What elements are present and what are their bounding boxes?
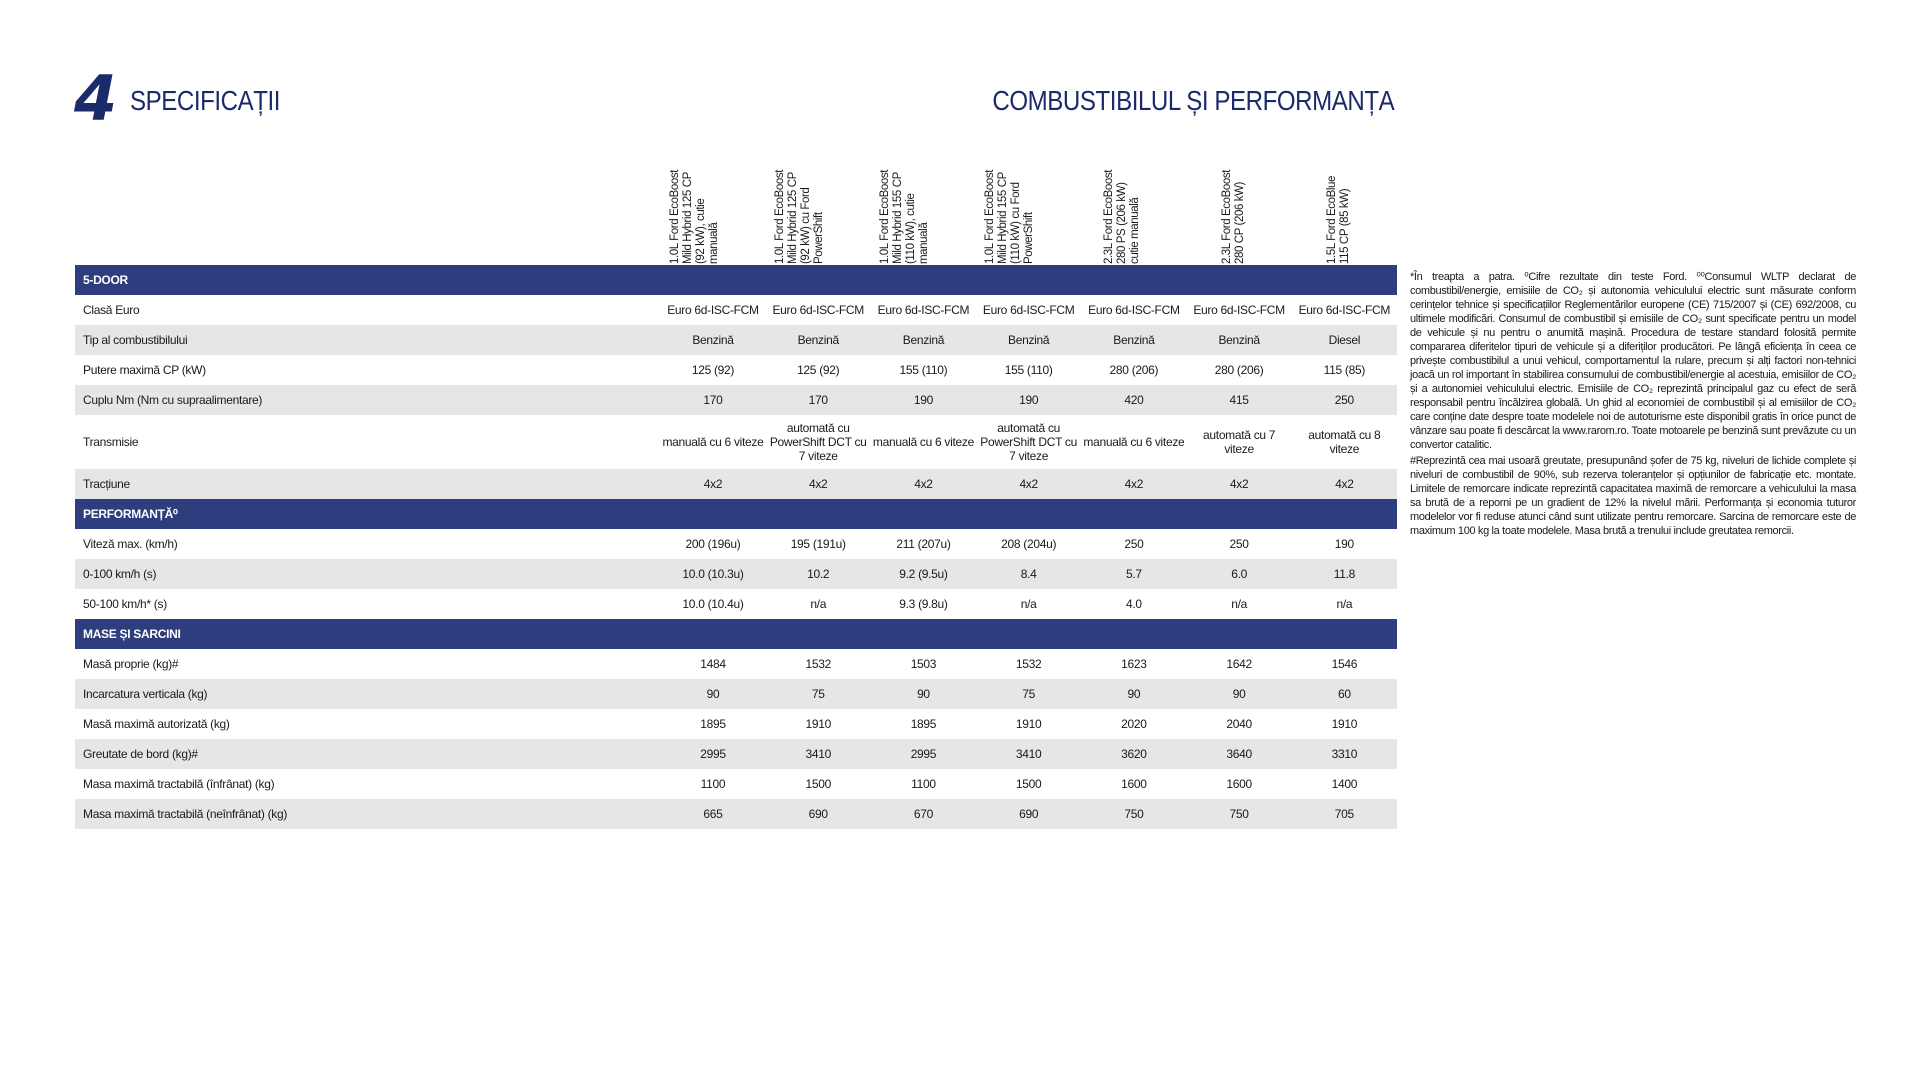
table-cell: n/a	[810, 597, 827, 611]
table-cell: automată cu 8 viteze	[1308, 428, 1381, 456]
table-cell: 190	[1334, 537, 1354, 551]
page-title: COMBUSTIBILUL ȘI PERFORMANȚA	[992, 85, 1394, 116]
column-header-label: 1.5L Ford EcoBlue 115 CP (85 kW)	[1325, 175, 1351, 264]
table-cell: 280 (206)	[1109, 363, 1159, 377]
table-cell: 4x2	[1187, 469, 1292, 499]
table-cell: 125 (92)	[797, 363, 840, 377]
table-row	[75, 799, 1397, 829]
table-row	[75, 559, 1397, 589]
table-cell: Benzină	[976, 325, 1081, 355]
table-cell: 1600	[1226, 777, 1252, 791]
column-header	[1187, 168, 1292, 264]
table-cell: 9.2 (9.5u)	[871, 559, 976, 589]
table-row	[75, 355, 1397, 385]
column-header	[871, 168, 976, 264]
row-label: Transmisie	[83, 435, 139, 449]
table-cell: 1895	[700, 717, 726, 731]
row-label: Incarcatura verticala (kg)	[75, 679, 660, 709]
table-cell: 6.0	[1187, 559, 1292, 589]
table-cell: automată cu PowerShift DCT cu 7 viteze	[980, 421, 1078, 463]
table-cell: 200 (196u)	[685, 537, 741, 551]
column-header	[766, 168, 871, 264]
column-header	[1082, 168, 1187, 264]
table-cell: Diesel	[1292, 325, 1397, 355]
table-cell: 90	[871, 679, 976, 709]
table-cell: 1895	[910, 717, 937, 731]
table-cell: 1546	[1331, 657, 1358, 671]
row-label: Cuplu Nm (Nm cu supraalimentare)	[75, 385, 660, 415]
table-cell: 8.4	[976, 559, 1081, 589]
table-cell: Euro 6d-ISC-FCM	[877, 303, 970, 317]
table-cell: 1910	[805, 717, 831, 731]
section-header-row	[75, 265, 1397, 295]
table-cell: 10.0 (10.4u)	[682, 597, 744, 611]
section-header-row	[75, 499, 1397, 529]
table-cell: Benzină	[1187, 325, 1292, 355]
table-cell: 705	[1292, 799, 1397, 829]
table-cell: 1532	[805, 657, 831, 671]
section-header-row	[75, 619, 1397, 649]
row-label: Viteză max. (km/h)	[83, 537, 178, 551]
table-cell: 250	[1292, 385, 1397, 415]
table-cell: 3310	[1292, 739, 1397, 769]
table-cell: 420	[1081, 385, 1186, 415]
column-header-label: 1.0L Ford EcoBoost Mild Hybrid 125 CP (92 kW), cutie manuală	[669, 169, 720, 264]
table-cell: 208 (204u)	[1001, 537, 1057, 551]
table-row	[75, 589, 1397, 619]
footnotes	[1410, 270, 1856, 540]
table-cell: 2040	[1226, 717, 1252, 731]
table-cell: Benzină	[660, 325, 765, 355]
column-header-label: 1.0L Ford EcoBoost Mild Hybrid 155 CP (110 kW), cutie manuală	[879, 169, 931, 264]
table-cell: 690	[766, 799, 871, 829]
column-header	[661, 168, 766, 264]
table-cell: Benzină	[1081, 325, 1186, 355]
table-cell: 665	[660, 799, 765, 829]
table-cell: 250	[1229, 537, 1249, 551]
table-cell: 115 (85)	[1323, 363, 1366, 377]
table-cell: 155 (110)	[1004, 363, 1053, 377]
column-header	[976, 168, 1081, 264]
table-cell: 190	[871, 385, 976, 415]
table-cell: Euro 6d-ISC-FCM	[982, 303, 1075, 317]
table-cell: 1400	[1331, 777, 1358, 791]
page-number: 4	[74, 62, 116, 135]
table-cell: 90	[1081, 679, 1186, 709]
spec-table	[75, 265, 1397, 829]
table-cell: 10.0 (10.3u)	[660, 559, 765, 589]
table-cell: 170	[660, 385, 765, 415]
table-row	[75, 325, 1397, 355]
table-cell: 4x2	[1292, 469, 1397, 499]
table-cell: 4x2	[1081, 469, 1186, 499]
table-cell: 10.2	[766, 559, 871, 589]
table-cell: 2995	[871, 739, 976, 769]
row-label: 0-100 km/h (s)	[75, 559, 660, 589]
table-cell: 4x2	[976, 469, 1081, 499]
table-cell: 1500	[1015, 777, 1042, 791]
table-cell: 690	[976, 799, 1081, 829]
table-cell: 750	[1081, 799, 1186, 829]
table-cell: 3410	[976, 739, 1081, 769]
table-cell: 280 (206)	[1214, 363, 1264, 377]
table-cell: 2020	[1121, 717, 1147, 731]
table-cell: 415	[1187, 385, 1292, 415]
table-cell: manuală cu 6 viteze	[662, 435, 764, 449]
table-cell: 11.8	[1292, 559, 1397, 589]
table-cell: 75	[766, 679, 871, 709]
table-cell: 1623	[1121, 657, 1147, 671]
section-title: SPECIFICAȚII	[130, 85, 281, 116]
table-row	[75, 295, 1397, 325]
table-cell: 3410	[766, 739, 871, 769]
table-cell: 670	[871, 799, 976, 829]
table-row	[75, 385, 1397, 415]
table-cell: Euro 6d-ISC-FCM	[667, 303, 759, 317]
column-header	[1292, 168, 1397, 264]
table-cell: 4x2	[660, 469, 765, 499]
table-cell: 195 (191u)	[790, 537, 846, 551]
row-label: Clasă Euro	[83, 303, 140, 317]
table-cell: automată cu 7 viteze	[1203, 428, 1276, 456]
table-row	[75, 679, 1397, 709]
table-row	[75, 529, 1397, 559]
row-label: Tracțiune	[75, 469, 660, 499]
table-cell: 1910	[1331, 717, 1358, 731]
table-cell: 211 (207u)	[896, 537, 951, 551]
table-cell: 90	[1187, 679, 1292, 709]
table-cell: Benzină	[766, 325, 871, 355]
row-label: Putere maximă CP (kW)	[83, 363, 206, 377]
table-cell: 4x2	[766, 469, 871, 499]
table-cell: Euro 6d-ISC-FCM	[1088, 303, 1180, 317]
table-row	[75, 649, 1397, 679]
table-cell: Benzină	[871, 325, 976, 355]
table-cell: 250	[1124, 537, 1144, 551]
table-cell: 1910	[1015, 717, 1042, 731]
table-row	[75, 469, 1397, 499]
table-cell: 4.0	[1125, 597, 1142, 611]
table-cell: 1532	[1015, 657, 1042, 671]
table-cell: 1484	[700, 657, 726, 671]
table-cell: 9.3 (9.8u)	[899, 597, 948, 611]
table-cell: 1100	[911, 777, 936, 791]
footnote-weight: #Reprezintă cea mai usoară greutate, presupunând șofer de 75 kg, niveluri de lichide complete și niveluri de combustibil de 90%, sub rezerva toleranțelor și opțiunilor de fabricație etc. montate. Limitele de remorcare indicate reprezintă capacitatea maximă de remorcare a vehiculului la masa sa brută de a reporni pe un gradient de 12% la nivelul mării. Performanța și economia tuturor modelelor vor fi reduse atunci când sunt utilizate pentru remorcare. Sarcina de remorcare este de maximum 100 kg la toate modelele. Masa brută a trenului include greutatea remorcii.	[1410, 455, 1856, 537]
footnote-fuel: *În treapta a patra. ⁰Cifre rezultate din teste Ford. ⁰⁰Consumul WLTP declarat de combustibil/energie, emisiile de CO₂ și autonomia vehiculului electric sunt măsurate conform cerințelor tehnice și specificațiilor Reglementărilor europene (CE) 715/2007 și (CE) 692/2008, cu ultimele modificări. Consumul de combustibil și emisiile de CO₂ sunt specificate pentru un model de vehicule și nu pentru o anumită mașină. Procedura de testare standard folosită permite compararea diferitelor tipuri de vehicule și a diferiților producători. Pe lângă eficiența în ceea ce privește combustibilul a unui vehicul, comportamentul la rulare, precum și alți factori non-tehnici joacă un rol important în stabilirea consumului de combustibil/energie al acestuia, emisiilor de CO₂ și a autonomiei vehiculului electric. Emisiile de CO₂ reprezintă principalul gaz cu efect de seră responsabil pentru încălzirea globală. Un ghid al economiei de combustibil și al emisiilor de CO₂ care conține date despre toate modelele noi de autoturisme este disponibil gratis în orice punct de vânzare sau poate fi descărcat la www.rarom.ro. Toate motoarele pe benzină sunt prevăzute cu un convertor catalitic.	[1410, 271, 1856, 451]
table-cell: 60	[1292, 679, 1397, 709]
table-cell: 190	[976, 385, 1081, 415]
table-cell: 155 (110)	[899, 363, 948, 377]
row-label: Masa maximă tractabilă (înfrânat) (kg)	[83, 777, 275, 791]
row-label: Masă maximă autorizată (kg)	[83, 717, 230, 731]
table-cell: 2995	[660, 739, 765, 769]
table-cell: 3620	[1081, 739, 1186, 769]
section-title: MASE ȘI SARCINI	[75, 619, 1397, 649]
table-cell: manuală cu 6 viteze	[1083, 435, 1185, 449]
table-cell: 1500	[805, 777, 831, 791]
table-cell: manuală cu 6 viteze	[872, 435, 974, 449]
table-row	[75, 739, 1397, 769]
row-label: Tip al combustibilului	[75, 325, 660, 355]
table-cell: 1600	[1121, 777, 1147, 791]
table-row	[75, 415, 1397, 469]
table-cell: 1100	[700, 777, 726, 791]
table-cell: 170	[766, 385, 871, 415]
table-cell: 3640	[1187, 739, 1292, 769]
table-cell: 4x2	[871, 469, 976, 499]
table-cell: 1642	[1226, 657, 1252, 671]
table-cell: Euro 6d-ISC-FCM	[772, 303, 864, 317]
column-header-label: 1.0L Ford EcoBoost Mild Hybrid 125 CP (92 kW) cu Ford PowerShift	[774, 169, 826, 264]
table-cell: automată cu PowerShift DCT cu 7 viteze	[769, 421, 867, 463]
table-cell: 1503	[910, 657, 937, 671]
table-cell: n/a	[1020, 597, 1037, 611]
table-cell: 75	[976, 679, 1081, 709]
table-cell: 750	[1187, 799, 1292, 829]
table-cell: Euro 6d-ISC-FCM	[1298, 303, 1391, 317]
table-cell: n/a	[1231, 597, 1247, 611]
column-header-label: 1.0L Ford EcoBoost Mild Hybrid 155 CP (110 kW) cu Ford PowerShift	[984, 169, 1036, 264]
row-label: 50-100 km/h* (s)	[83, 597, 167, 611]
column-header-label: 2.3L Ford EcoBoost 280 CP (206 kW)	[1220, 169, 1246, 264]
table-cell: 125 (92)	[691, 363, 735, 377]
row-label: Masa maximă tractabilă (neînfrânat) (kg)	[75, 799, 660, 829]
table-row	[75, 709, 1397, 739]
table-cell: Euro 6d-ISC-FCM	[1193, 303, 1285, 317]
table-cell: 5.7	[1081, 559, 1186, 589]
table-cell: n/a	[1336, 597, 1353, 611]
section-title: PERFORMANȚĂ⁰	[75, 499, 1397, 529]
row-label: Greutate de bord (kg)#	[75, 739, 660, 769]
table-cell: 90	[660, 679, 765, 709]
row-label: Masă proprie (kg)#	[83, 657, 179, 671]
column-headers	[661, 168, 1397, 264]
column-header-label: 2.3L Ford EcoBoost 280 PS (206 kW) cutie manuală	[1102, 169, 1141, 264]
table-row	[75, 769, 1397, 799]
section-title: 5-DOOR	[75, 265, 1397, 295]
